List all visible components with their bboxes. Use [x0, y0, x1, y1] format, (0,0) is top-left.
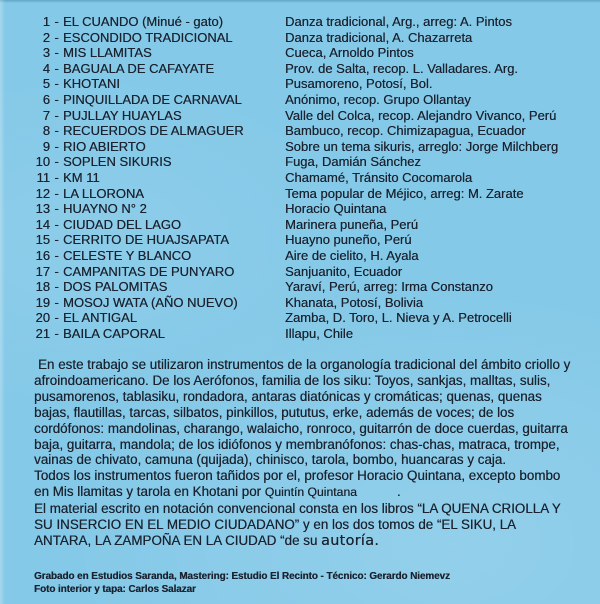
track-separator: -: [54, 216, 59, 232]
track-separator: -: [54, 247, 59, 263]
track-number: 5: [42, 76, 50, 92]
track-description: Tema popular de Méjico, arreg: M. Zarate: [285, 185, 524, 201]
track-number: 13: [35, 201, 50, 217]
track-separator: -: [54, 279, 59, 295]
instruments-paragraph: En este trabajo se utilizaron instrumentos de la organología tradicional del ámbito criollo y afroindoamericano. De los Aerófonos, familia de los siku: Toyos, sankjas, malltas, sulis, pusamorenos, tablasiku, rondadora, antaras diatónicas y cromáticas; quenas, quenas bajas, flautillas, tarcas, silbatos, pinkillos, pututus, erke, además de voces; de los cordófonos: mandolinas, charango, walaicho, ronroco, guitarrón de doce cuerdas, guitarra baja, guitarra, mandola; de los idiófonos y membranófonos: chas-chas, matraca, trompe, vainas de chivato, camuna (quijada), chinisco, tarola, bombo, huancaras y caja.: [34, 357, 571, 468]
track-number: 9: [42, 138, 50, 154]
track-number: 17: [35, 263, 50, 279]
track-number: 12: [35, 185, 50, 201]
track-number: 10: [35, 154, 50, 170]
track-description: Danza tradicional, Arg., arreg: A. Pintos: [285, 14, 512, 29]
track-description: Huayno puneño, Perú: [285, 232, 412, 248]
track-separator: -: [54, 76, 59, 92]
track-description: Khanata, Potosí, Bolivia: [285, 294, 424, 310]
track-description: Prov. de Salta, recop. L. Valladares. Arg.: [285, 60, 518, 76]
track-number: 18: [35, 279, 50, 295]
track-title: BAGUALA DE CAFAYATE: [63, 60, 214, 76]
autoria-word: autoría.: [321, 532, 380, 549]
stray-period: .: [396, 484, 401, 500]
track-title: CERRITO DE HUAJSAPATA: [63, 232, 229, 248]
track-separator: -: [54, 154, 59, 170]
track-separator: -: [54, 263, 59, 279]
track-description: Marinera puneña, Perú: [285, 216, 418, 232]
track-title: MIS LLAMITAS: [63, 45, 152, 61]
track-separator: -: [54, 294, 59, 310]
track-title: CAMPANITAS DE PUNYARO: [63, 263, 235, 279]
track-separator: -: [54, 60, 59, 76]
track-row: [20, 14, 594, 30]
track-title: CELESTE Y BLANCO: [63, 247, 192, 263]
track-row: [20, 201, 594, 217]
track-row: [20, 217, 594, 233]
track-title: PINQUILLADA DE CARNAVAL: [63, 91, 242, 107]
track-separator: -: [54, 325, 59, 341]
track-description: Zamba, D. Toro, L. Nieva y A. Petrocelli: [285, 310, 512, 326]
track-separator: -: [54, 138, 59, 154]
track-row: [20, 92, 594, 108]
track-row: [20, 279, 594, 295]
track-row: [20, 186, 594, 202]
track-separator: -: [54, 91, 59, 107]
track-title: CIUDAD DEL LAGO: [63, 216, 181, 232]
track-row: [20, 248, 594, 264]
track-row: [20, 76, 594, 92]
track-row: [20, 123, 594, 139]
track-title: LA LLORONA: [63, 185, 144, 201]
track-row: [20, 232, 594, 248]
track-description: Danza tradicional, A. Chazarreta: [285, 29, 473, 45]
track-separator: -: [54, 123, 59, 139]
track-description: Anónimo, recop. Grupo Ollantay: [285, 91, 471, 107]
track-description: Chamamé, Tránsito Cocomarola: [285, 169, 473, 185]
track-separator: -: [54, 201, 59, 217]
track-row: [20, 139, 594, 155]
track-number: 7: [42, 107, 50, 123]
track-row: [20, 154, 594, 170]
track-number: 1: [42, 14, 50, 29]
track-title: ESCONDIDO TRADICIONAL: [63, 29, 233, 45]
track-description: Bambuco, recop. Chimizapagua, Ecuador: [285, 123, 526, 139]
track-row: [20, 45, 594, 61]
track-number: 4: [42, 60, 50, 76]
track-description: Yaraví, Perú, arreg: Irma Constanzo: [285, 279, 493, 295]
track-title: EL ANTIGAL: [63, 310, 137, 326]
track-number: 3: [42, 45, 50, 61]
track-number: 15: [35, 232, 50, 248]
track-separator: -: [54, 14, 59, 29]
track-title: SOPLEN SIKURIS: [63, 154, 172, 170]
track-title: MOSOJ WATA (AÑO NUEVO): [63, 294, 238, 310]
track-title: BAILA CAPORAL: [63, 325, 165, 341]
track-list: [20, 14, 594, 341]
track-description: Fuga, Damián Sánchez: [285, 154, 421, 170]
track-number: 19: [35, 294, 50, 310]
performers-text: Todos los instrumentos fueron tañidos por el, profesor Horacio Quintana, excepto bombo en Mis llamitas y tarola en Khotani por: [34, 468, 561, 500]
track-separator: -: [54, 185, 59, 201]
track-description: Cueca, Arnoldo Pintos: [285, 45, 414, 61]
track-row: [20, 108, 594, 124]
track-separator: -: [54, 232, 59, 248]
credits-line-2: Foto interior y tapa: Carlos Salazar: [34, 583, 196, 595]
track-title: RECUERDOS DE ALMAGUER: [63, 123, 244, 139]
track-description: Valle del Colca, recop. Alejandro Vivanco, Perú: [285, 107, 557, 123]
track-separator: -: [54, 169, 59, 185]
track-title: RIO ABIERTO: [63, 138, 146, 154]
track-description: Horacio Quintana: [285, 201, 387, 217]
track-description: Aire de cielito, H. Ayala: [285, 247, 419, 263]
track-separator: -: [54, 45, 59, 61]
track-description: Illapu, Chile: [285, 325, 353, 341]
books-text: El material escrito en notación convencional consta en los libros “LA QUENA CRIOLLA Y SU INSERCIO EN EL MEDIO CIUDADANO” y en los dos tomos de “EL SIKU, LA ANTARA, LA ZAMPOÑA EN LA CIUDAD “de su: [34, 501, 561, 548]
track-description: Sobre un tema sikuris, arreglo: Jorge Milchberg: [285, 138, 559, 154]
track-number: 14: [35, 216, 50, 232]
credits: [34, 571, 450, 596]
track-row: [20, 170, 594, 186]
track-number: 16: [35, 247, 50, 263]
track-row: [20, 326, 594, 342]
track-title: PUJLLAY HUAYLAS: [63, 107, 182, 123]
track-number: 2: [42, 29, 50, 45]
credits-line-1: Grabado en Estudios Saranda, Mastering: Estudio El Recinto - Técnico: Gerardo Niemevz: [34, 571, 450, 582]
liner-notes: [34, 357, 575, 550]
track-number: 6: [42, 91, 50, 107]
track-row: [20, 30, 594, 46]
performer-name: Quintín Quintana: [264, 485, 357, 500]
track-separator: -: [54, 107, 59, 123]
track-separator: -: [54, 29, 59, 45]
track-title: EL CUANDO (Minué - gato): [63, 14, 223, 29]
track-row: [20, 61, 594, 77]
performers-paragraph: [34, 468, 575, 501]
track-separator: -: [54, 310, 59, 326]
track-title: KHOTANI: [63, 76, 120, 92]
track-description: Pusamoreno, Potosí, Bol.: [285, 76, 433, 92]
track-description: Sanjuanito, Ecuador: [285, 263, 403, 279]
track-number: 11: [36, 169, 50, 185]
track-number: 21: [35, 325, 50, 341]
track-title: HUAYNO N° 2: [63, 201, 147, 217]
track-row: [20, 310, 594, 326]
track-row: [20, 295, 594, 311]
track-title: KM 11: [63, 169, 100, 185]
track-number: 20: [35, 310, 50, 326]
track-title: DOS PALOMITAS: [63, 279, 168, 295]
books-paragraph: [34, 501, 575, 550]
track-row: [20, 264, 594, 280]
track-number: 8: [42, 123, 50, 139]
